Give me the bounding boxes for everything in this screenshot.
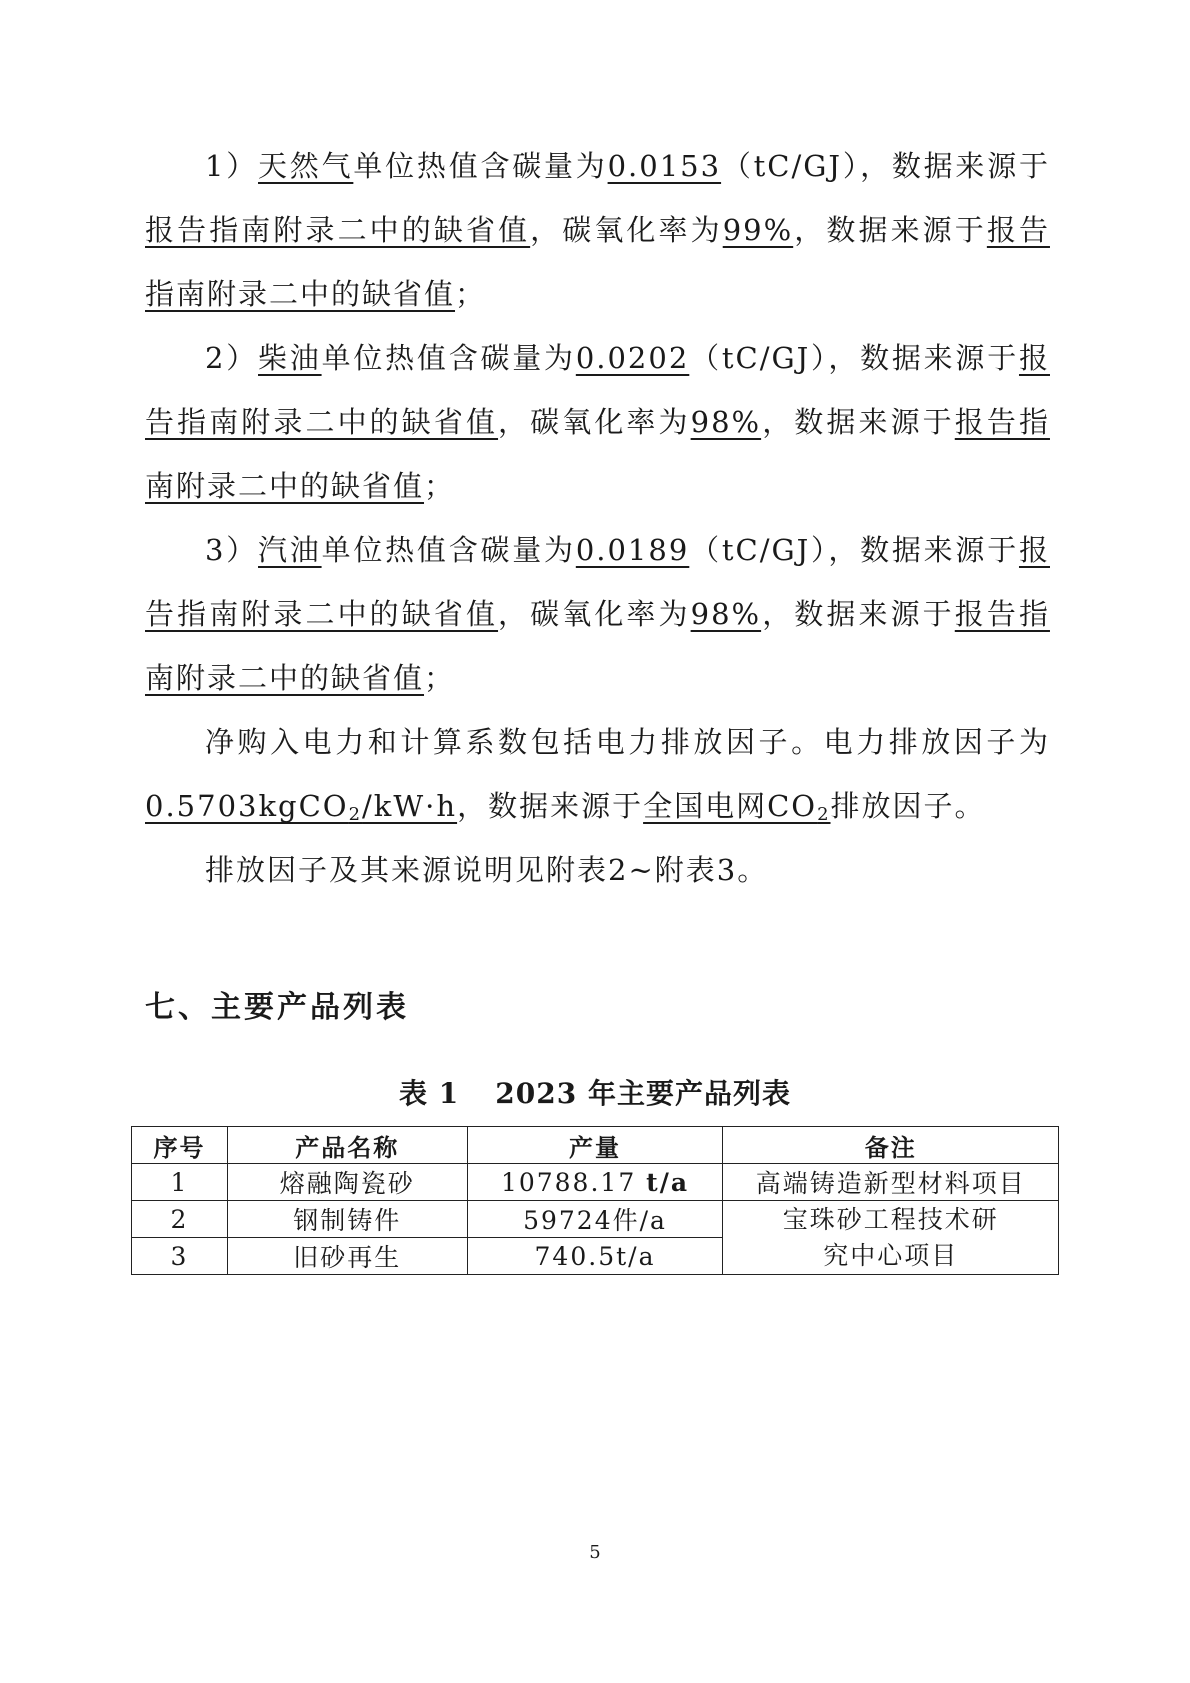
- section-heading: 七、主要产品列表: [145, 990, 409, 1025]
- item-end: ；: [455, 277, 487, 311]
- item-text: ，碳氧化率为: [498, 405, 691, 439]
- item-index: 2）: [205, 341, 259, 375]
- cell-product-name: 旧砂再生: [227, 1238, 467, 1275]
- data-source: 报告指南附录二中的缺省值: [145, 341, 1050, 439]
- item-text: ，数据来源于: [761, 597, 955, 631]
- item-index: 1）: [205, 149, 259, 183]
- unit-text: （tC/GJ），数据来源于: [689, 341, 1019, 375]
- cell-index: 1: [132, 1164, 228, 1201]
- electricity-text: ，数据来源于: [457, 789, 644, 823]
- electricity-factor-value: [145, 789, 457, 823]
- page-number: 5: [589, 1542, 601, 1563]
- oxidation-rate-value: 98%: [690, 597, 762, 631]
- electricity-text: 净购入电力和计算系数包括电力排放因子。电力排放因子为: [205, 725, 1050, 759]
- data-source: 报告指南附录二中的缺省值: [145, 533, 1050, 631]
- table-caption: [0, 1072, 1190, 1112]
- factor-note: 排放因子及其来源说明见附表2~附表3。: [205, 853, 769, 887]
- table-label: 表 1: [399, 1077, 460, 1110]
- cell-index: 2: [132, 1201, 228, 1238]
- cell-product-name: 熔融陶瓷砂: [227, 1164, 467, 1201]
- table-header-row: [132, 1127, 1059, 1164]
- item-index: 3）: [205, 533, 259, 567]
- carbon-content-value: 0.0153: [607, 149, 722, 183]
- item-text: 单位热值含碳量为: [353, 149, 608, 183]
- item-text: ，碳氧化率为: [530, 213, 723, 247]
- item-end: ；: [424, 469, 456, 503]
- carbon-content-value: 0.0202: [575, 341, 690, 375]
- carbon-content-value: 0.0189: [575, 533, 690, 567]
- electricity-source: [643, 789, 830, 823]
- output-number: 10788.17: [500, 1167, 647, 1197]
- cell-product-name: 钢制铸件: [227, 1201, 467, 1238]
- header-note: 备注: [723, 1127, 1059, 1164]
- cell-output: 740.5t/a: [467, 1238, 723, 1275]
- oxidation-rate-value: 99%: [722, 213, 794, 247]
- fuel-name: 天然气: [258, 149, 354, 183]
- unit-text: （tC/GJ），数据来源于: [689, 533, 1019, 567]
- fuel-name: 柴油: [258, 341, 322, 375]
- item-text: ，数据来源于: [793, 213, 987, 247]
- subscript: 2: [348, 804, 363, 825]
- oxidation-rate-value: 98%: [690, 405, 762, 439]
- note-line: 宝珠砂工程技术研: [782, 1204, 999, 1234]
- cell-output: [467, 1164, 723, 1201]
- unit-text: （tC/GJ），数据来源于: [721, 149, 1050, 183]
- data-source: 报告指南附录二中的缺省值: [145, 213, 531, 247]
- products-table: [131, 1126, 1059, 1275]
- fuel-name: 汽油: [258, 533, 322, 567]
- factor-number: 0.5703kgCO: [145, 789, 349, 823]
- table-title: 2023 年主要产品列表: [495, 1077, 791, 1110]
- data-source: 报告指南附录二中的缺省值: [145, 405, 1050, 503]
- item-text: 单位热值含碳量为: [321, 341, 576, 375]
- factor-item-gasoline: [145, 518, 1050, 710]
- table-row: [132, 1164, 1059, 1201]
- item-end: ；: [424, 661, 456, 695]
- electricity-factor-paragraph: [145, 710, 1050, 847]
- factor-item-natural-gas: [145, 134, 1050, 326]
- factor-item-diesel: [145, 326, 1050, 518]
- data-source: 报告指南附录二中的缺省值: [145, 213, 1050, 311]
- electricity-text: 排放因子。: [830, 789, 986, 823]
- data-source: 报告指南附录二中的缺省值: [145, 597, 1050, 695]
- header-product-name: 产品名称: [227, 1127, 467, 1164]
- cell-index: 3: [132, 1238, 228, 1275]
- cell-note: 高端铸造新型材料项目: [723, 1164, 1059, 1201]
- table-row: [132, 1201, 1059, 1238]
- note-line: 究中心项目: [823, 1240, 959, 1270]
- cell-note-merged: [723, 1201, 1059, 1275]
- subscript: 2: [817, 804, 831, 825]
- output-unit: t/a: [646, 1167, 690, 1197]
- item-text: ，碳氧化率为: [498, 597, 691, 631]
- item-text: ，数据来源于: [761, 405, 955, 439]
- cell-output: 59724件/a: [467, 1201, 723, 1238]
- factor-unit: /kW·h: [362, 789, 458, 823]
- header-index: 序号: [132, 1127, 228, 1164]
- source-text: 全国电网CO: [643, 789, 818, 823]
- header-output: 产量: [467, 1127, 723, 1164]
- item-text: 单位热值含碳量为: [321, 533, 576, 567]
